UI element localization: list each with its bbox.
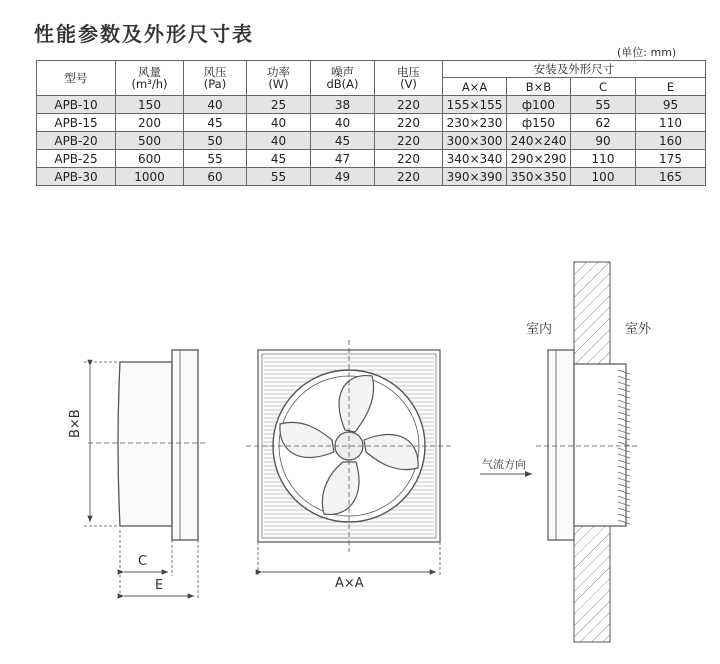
cell-power: 55 <box>247 168 311 186</box>
cell-voltage: 220 <box>375 114 443 132</box>
cell-pressure: 45 <box>184 114 247 132</box>
cell-model: APB-15 <box>37 114 116 132</box>
cell-dim-e: 165 <box>636 168 706 186</box>
label-bxb: B×B <box>68 409 83 438</box>
cell-dim-e: 95 <box>636 96 706 114</box>
cell-dim-b: 350×350 <box>507 168 571 186</box>
cell-model: APB-30 <box>37 168 116 186</box>
header-dim-e: E <box>636 78 706 96</box>
cell-noise: 40 <box>311 114 375 132</box>
cell-airflow: 200 <box>116 114 184 132</box>
cell-voltage: 220 <box>375 132 443 150</box>
header-power: 功率 (W) <box>247 61 311 96</box>
cell-pressure: 55 <box>184 150 247 168</box>
header-dim-a: A×A <box>443 78 507 96</box>
install-view <box>480 262 640 642</box>
cell-model: APB-20 <box>37 132 116 150</box>
cell-voltage: 220 <box>375 96 443 114</box>
unit-note: (单位: mm) <box>617 46 677 59</box>
cell-dim-e: 175 <box>636 150 706 168</box>
header-dim-b: B×B <box>507 78 571 96</box>
label-e: E <box>155 578 164 593</box>
cell-voltage: 220 <box>375 150 443 168</box>
cell-dim-b: 290×290 <box>507 150 571 168</box>
cell-dim-c: 110 <box>571 150 636 168</box>
cell-pressure: 40 <box>184 96 247 114</box>
header-airflow: 风量 (m³/h) <box>116 61 184 96</box>
cell-dim-c: 55 <box>571 96 636 114</box>
cell-dim-b: ф150 <box>507 114 571 132</box>
header-pressure: 风压 (Pa) <box>184 61 247 96</box>
label-airflow-direction: 气流方向 <box>482 458 526 471</box>
front-view <box>246 340 452 576</box>
cell-dim-e: 110 <box>636 114 706 132</box>
label-outdoor: 室外 <box>625 322 652 337</box>
cell-noise: 38 <box>311 96 375 114</box>
label-c: C <box>138 554 148 569</box>
page-title: 性能参数及外形尺寸表 <box>34 22 254 46</box>
cell-model: APB-25 <box>37 150 116 168</box>
cell-dim-b: ф100 <box>507 96 571 114</box>
header-noise: 噪声 dB(A) <box>311 61 375 96</box>
header-model: 型号 <box>37 61 116 96</box>
header-voltage: 电压 (V) <box>375 61 443 96</box>
cell-airflow: 500 <box>116 132 184 150</box>
cell-airflow: 1000 <box>116 168 184 186</box>
cell-noise: 47 <box>311 150 375 168</box>
cell-airflow: 600 <box>116 150 184 168</box>
cell-dim-a: 155×155 <box>443 96 507 114</box>
cell-dim-c: 62 <box>571 114 636 132</box>
cell-airflow: 150 <box>116 96 184 114</box>
cell-power: 40 <box>247 114 311 132</box>
cell-noise: 49 <box>311 168 375 186</box>
cell-dim-c: 90 <box>571 132 636 150</box>
cell-dim-a: 340×340 <box>443 150 507 168</box>
cell-pressure: 60 <box>184 168 247 186</box>
cell-noise: 45 <box>311 132 375 150</box>
cell-dim-b: 240×240 <box>507 132 571 150</box>
cell-pressure: 50 <box>184 132 247 150</box>
cell-power: 45 <box>247 150 311 168</box>
cell-dim-c: 100 <box>571 168 636 186</box>
label-axa: A×A <box>335 576 364 591</box>
header-dims-group: 安装及外形尺寸 <box>443 61 706 78</box>
cell-dim-a: 300×300 <box>443 132 507 150</box>
header-dim-c: C <box>571 78 636 96</box>
cell-dim-e: 160 <box>636 132 706 150</box>
label-indoor: 室内 <box>526 322 553 337</box>
cell-power: 40 <box>247 132 311 150</box>
cell-power: 25 <box>247 96 311 114</box>
cell-dim-a: 390×390 <box>443 168 507 186</box>
cell-dim-a: 230×230 <box>443 114 507 132</box>
cell-voltage: 220 <box>375 168 443 186</box>
cell-model: APB-10 <box>37 96 116 114</box>
